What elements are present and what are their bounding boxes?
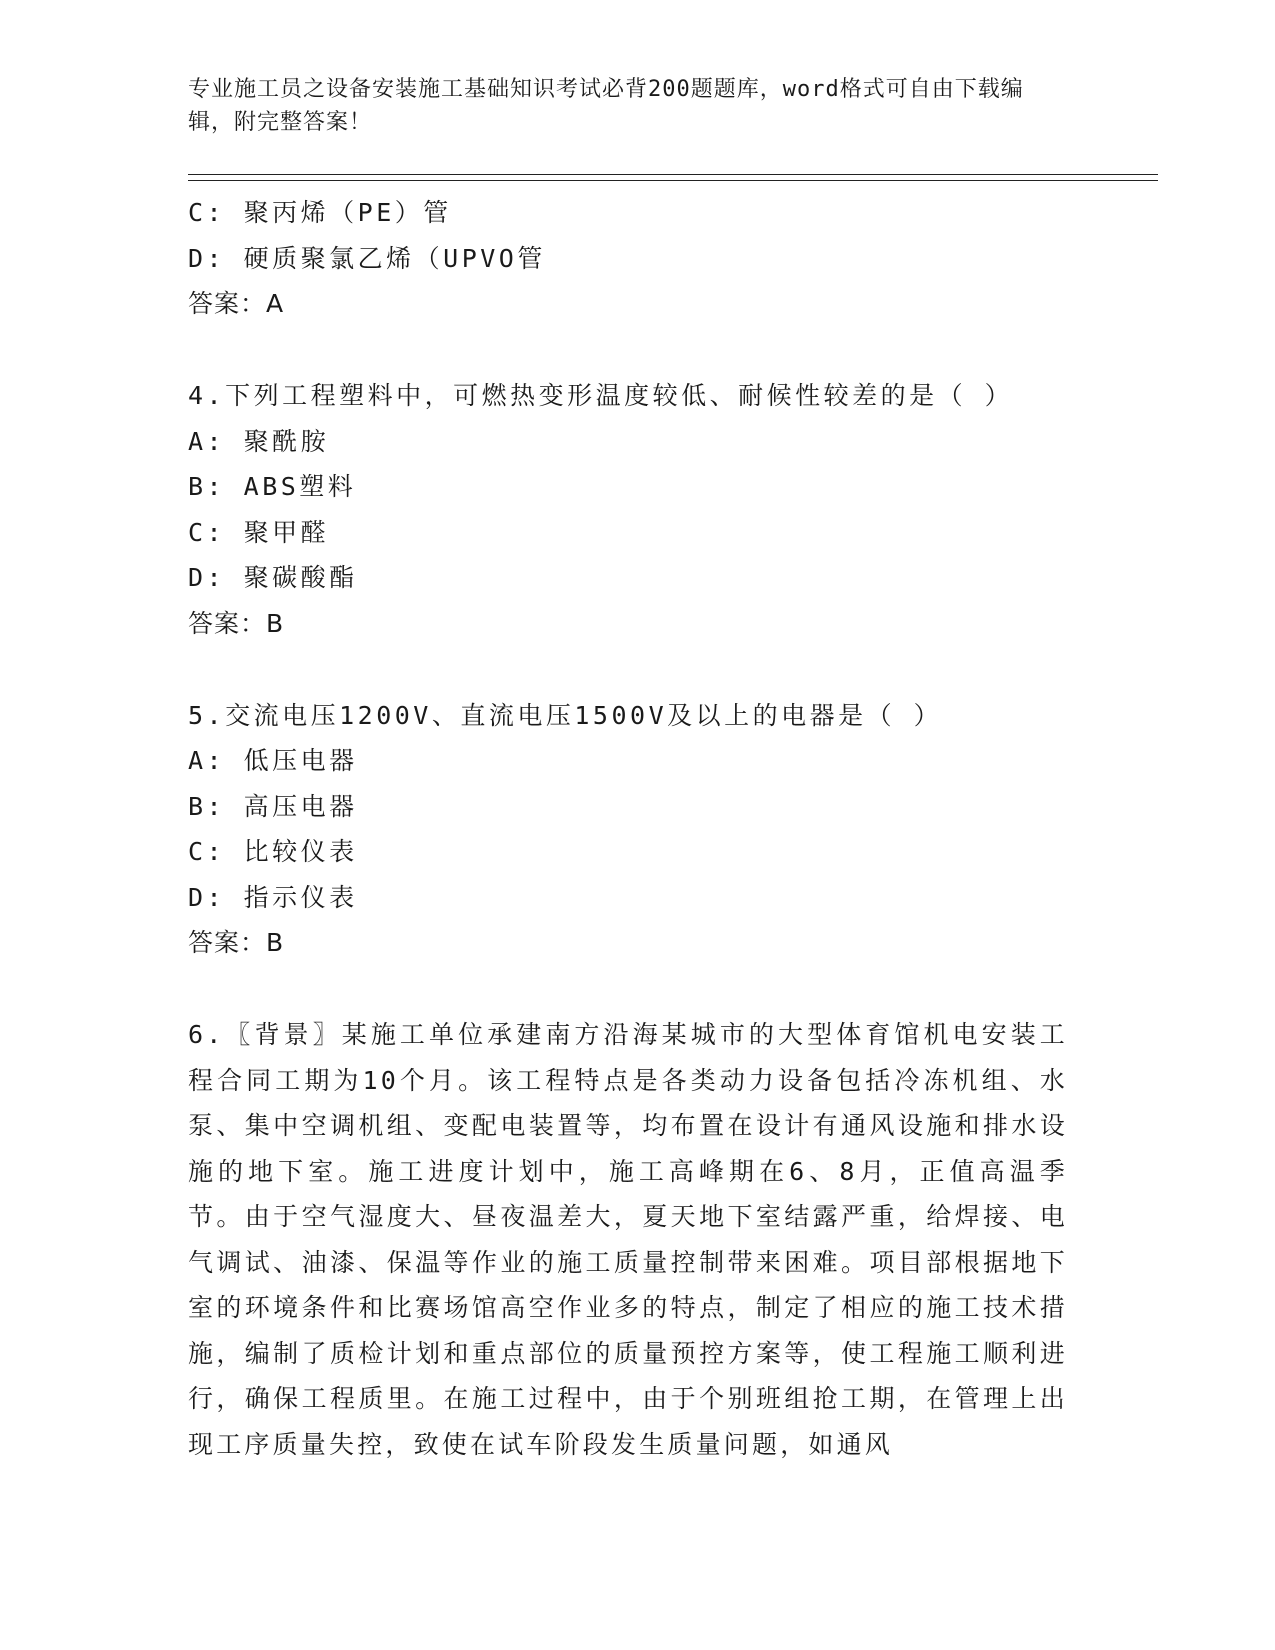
answer-line: 答案：B	[188, 608, 285, 638]
question-4	[188, 373, 1078, 647]
question-stem-paragraph: 6.〖背景〗某施工单位承建南方沿海某城市的大型体育馆机电安装工程合同工期为10个月。该工程特点是各类动力设备包括冷冻机组、水泵、集中空调机组、变配电装置等，均布置在设计有通风设施和排水设施的地下室。施工进度计划中，施工高峰期在6、8月，正值高温季节。由于空气湿度大、昼夜温差大，夏天地下室结露严重，给焊接、电气调试、油漆、保温等作业的施工质量控制带来困难。项目部根据地下室的环境条件和比赛场馆高空作业多的特点，制定了相应的施工技术措施，编制了质检计划和重点部位的质量预控方案等，使工程施工顺利进行，确保工程质里。在施工过程中，由于个别班组抢工期，在管理上出现工序质量失控，致使在试车阶段发生质量问题，如通风	[188, 1020, 1068, 1459]
question-5	[188, 693, 1078, 967]
question-3-tail	[188, 190, 1078, 327]
option-a: A: 低压电器	[188, 746, 358, 775]
option-b: B: 高压电器	[188, 791, 358, 821]
document-body	[188, 190, 1078, 1467]
option-d: D: 指示仪表	[188, 882, 358, 912]
option-d: D: 硬质聚氯乙烯（UPVO管	[188, 243, 546, 273]
option-c: C: 比较仪表	[188, 837, 358, 866]
option-c: C: 聚丙烯（PE）管	[188, 198, 452, 227]
question-6	[188, 1012, 1078, 1467]
spacer	[188, 327, 1078, 373]
header-divider-thin	[188, 180, 1158, 181]
spacer	[188, 647, 1078, 693]
spacer	[188, 966, 1078, 1012]
question-stem: 4.下列工程塑料中，可燃热变形温度较低、耐候性较差的是（ ）	[188, 381, 1014, 410]
document-header: 专业施工员之设备安装施工基础知识考试必背200题题库，word格式可自由下载编辑，附完整答案！	[188, 77, 1024, 135]
option-d: D: 聚碳酸酯	[188, 563, 358, 592]
question-stem: 5.交流电压1200V、直流电压1500V及以上的电器是（ ）	[188, 700, 943, 730]
option-a: A: 聚酰胺	[188, 426, 330, 456]
answer-line: 答案：B	[188, 928, 285, 957]
option-c: C: 聚甲醛	[188, 517, 330, 547]
answer-line: 答案：A	[188, 289, 285, 318]
header-divider	[188, 174, 1158, 175]
option-b: B: ABS塑料	[188, 472, 357, 501]
